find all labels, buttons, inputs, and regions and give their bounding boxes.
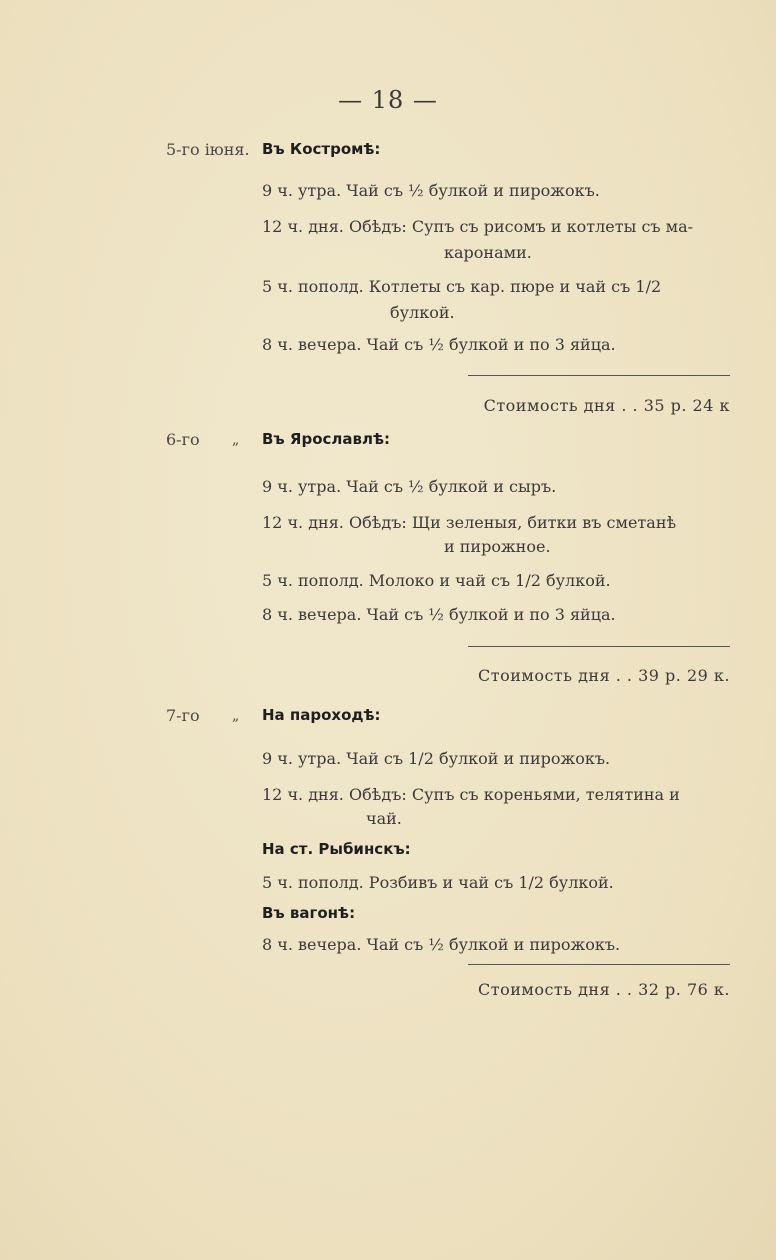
- meal-entry: [262, 870, 734, 896]
- subplace-heading: На ст. Рыбинскъ:: [262, 840, 411, 858]
- meal-entry: [262, 474, 734, 500]
- separator-rule: [468, 646, 730, 647]
- meal-text-continued: и пирожное.: [444, 537, 551, 556]
- meal-entry: [262, 178, 734, 204]
- meal-entry: [262, 332, 734, 358]
- meal-entry: [262, 602, 734, 628]
- separator-rule: [468, 375, 730, 376]
- meal-text: 9 ч. утра. Чай съ ½ булкой и сыръ.: [262, 477, 557, 496]
- separator-rule: [468, 964, 730, 965]
- day-label: 5-го іюня.: [166, 140, 250, 159]
- meal-text: 8 ч. вечера. Чай съ ½ булкой и по 3 яйца.: [262, 605, 616, 624]
- page-number: — 18 —: [338, 86, 438, 114]
- meal-entry: [262, 932, 734, 958]
- meal-text: 8 ч. вечера. Чай съ ½ булкой и пирожокъ.: [262, 935, 621, 954]
- meal-text: 9 ч. утра. Чай съ 1/2 булкой и пирожокъ.: [262, 749, 611, 768]
- meal-entry: [262, 568, 734, 594]
- meal-text: 8 ч. вечера. Чай съ ½ булкой и по 3 яйца.: [262, 335, 616, 354]
- meal-text: 12 ч. дня. Обѣдъ: Супъ съ кореньями, телятина и: [262, 785, 680, 804]
- meal-entry: [262, 510, 734, 536]
- place-heading: Въ Костромѣ:: [262, 140, 381, 158]
- meal-text: 12 ч. дня. Обѣдъ: Щи зеленыя, битки въ сметанѣ: [262, 513, 677, 532]
- meal-entry: [262, 214, 734, 240]
- ditto-mark: „: [232, 708, 240, 724]
- meal-entry: [262, 274, 734, 300]
- meal-text-continued: чай.: [366, 809, 402, 828]
- meal-text: 5 ч. пополд. Молоко и чай съ 1/2 булкой.: [262, 571, 611, 590]
- day-cost: Стоимость дня . . 35 р. 24 к: [483, 396, 730, 415]
- meal-text: 9 ч. утра. Чай съ ½ булкой и пирожокъ.: [262, 181, 600, 200]
- meal-entry: [262, 746, 734, 772]
- subplace-heading: Въ вагонѣ:: [262, 904, 356, 922]
- day-label: 6-го: [166, 430, 200, 449]
- day-label: 7-го: [166, 706, 200, 725]
- meal-text-continued: каронами.: [444, 243, 532, 262]
- ditto-mark: „: [232, 432, 240, 448]
- meal-text: 12 ч. дня. Обѣдъ: Супъ съ рисомъ и котлеты съ ма-: [262, 217, 694, 236]
- meal-text: 5 ч. пополд. Розбивъ и чай съ 1/2 булкой.: [262, 873, 614, 892]
- meal-text: 5 ч. пополд. Котлеты съ кар. пюре и чай съ 1/2: [262, 277, 662, 296]
- meal-text-continued: булкой.: [390, 303, 455, 322]
- place-heading: Въ Ярославлѣ:: [262, 430, 391, 448]
- meal-entry: [262, 782, 734, 808]
- day-cost: Стоимость дня . . 39 р. 29 к.: [477, 666, 730, 685]
- day-cost: Стоимость дня . . 32 р. 76 к.: [477, 980, 730, 999]
- place-heading: На пароходѣ:: [262, 706, 381, 724]
